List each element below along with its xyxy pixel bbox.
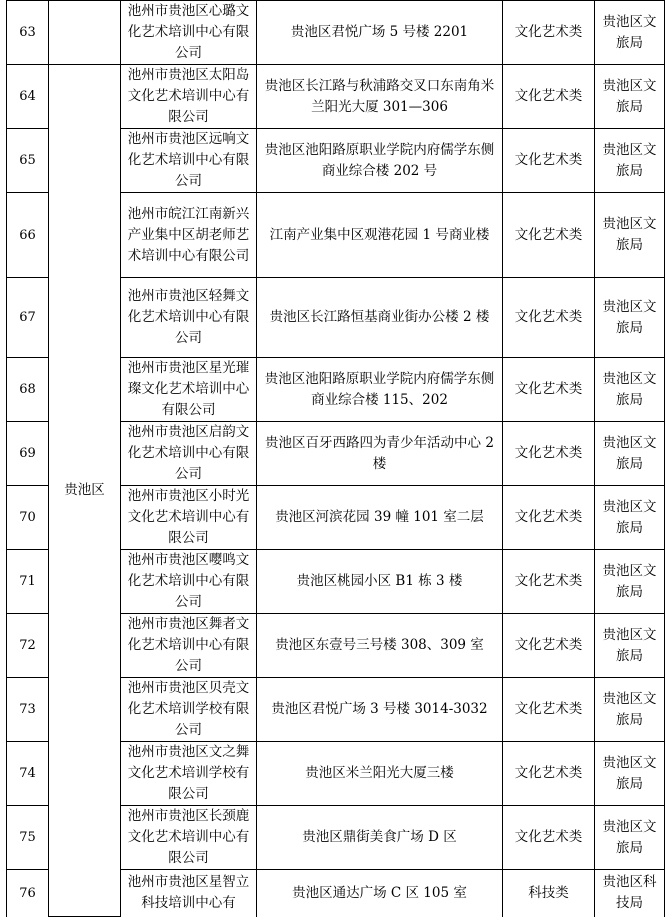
institution-name: 池州市贵池区星智立科技培训中心有 <box>121 870 257 917</box>
supervising-department: 贵池区文旅局 <box>595 129 665 193</box>
table-row <box>7 1 665 65</box>
institution-table <box>6 0 665 917</box>
institution-address: 贵池区东壹号三号楼 308、309 室 <box>257 614 503 678</box>
row-number: 69 <box>7 422 49 486</box>
supervising-department: 贵池区文旅局 <box>595 806 665 870</box>
institution-category: 文化艺术类 <box>503 278 595 358</box>
supervising-department: 贵池区文旅局 <box>595 678 665 742</box>
institution-address: 贵池区长江路恒基商业街办公楼 2 楼 <box>257 278 503 358</box>
institution-name: 池州市贵池区嘤鸣文化艺术培训中心有限公司 <box>121 550 257 614</box>
supervising-department: 贵池区文旅局 <box>595 422 665 486</box>
institution-category: 文化艺术类 <box>503 678 595 742</box>
row-number: 70 <box>7 486 49 550</box>
institution-category: 文化艺术类 <box>503 614 595 678</box>
institution-address: 贵池区鼎街美食广场 D 区 <box>257 806 503 870</box>
supervising-department: 贵池区文旅局 <box>595 614 665 678</box>
institution-name: 池州市皖江江南新兴产业集中区胡老师艺术培训中心有限公司 <box>121 193 257 278</box>
row-number: 76 <box>7 870 49 917</box>
institution-name: 池州市贵池区心璐文化艺术培训中心有限公司 <box>121 1 257 65</box>
institution-address: 贵池区河滨花园 39 幢 101 室二层 <box>257 486 503 550</box>
institution-name: 池州市贵池区贝壳文化艺术培训学校有限公司 <box>121 678 257 742</box>
institution-category: 文化艺术类 <box>503 422 595 486</box>
institution-category: 文化艺术类 <box>503 193 595 278</box>
supervising-department: 贵池区文旅局 <box>595 278 665 358</box>
institution-category: 文化艺术类 <box>503 742 595 806</box>
row-number: 71 <box>7 550 49 614</box>
row-number: 64 <box>7 65 49 129</box>
row-number: 68 <box>7 358 49 422</box>
institution-address: 贵池区百牙西路四为青少年活动中心 2 楼 <box>257 422 503 486</box>
supervising-department: 贵池区文旅局 <box>595 550 665 614</box>
table-row <box>7 65 665 129</box>
institution-category: 科技类 <box>503 870 595 917</box>
institution-category: 文化艺术类 <box>503 358 595 422</box>
row-number: 73 <box>7 678 49 742</box>
row-number: 67 <box>7 278 49 358</box>
institution-category: 文化艺术类 <box>503 129 595 193</box>
institution-address: 贵池区池阳路原职业学院内府儒学东侧商业综合楼 202 号 <box>257 129 503 193</box>
institution-address: 江南产业集中区观港花园 1 号商业楼 <box>257 193 503 278</box>
institution-address: 贵池区君悦广场 3 号楼 3014-3032 <box>257 678 503 742</box>
district-cell-empty <box>49 1 121 65</box>
row-number: 66 <box>7 193 49 278</box>
institution-name: 池州市贵池区远响文化艺术培训中心有限公司 <box>121 129 257 193</box>
institution-name: 池州市贵池区舞者文化艺术培训中心有限公司 <box>121 614 257 678</box>
institution-address: 贵池区池阳路原职业学院内府儒学东侧商业综合楼 115、202 <box>257 358 503 422</box>
supervising-department: 贵池区文旅局 <box>595 358 665 422</box>
supervising-department: 贵池区科技局 <box>595 870 665 917</box>
supervising-department: 贵池区文旅局 <box>595 486 665 550</box>
institution-category: 文化艺术类 <box>503 806 595 870</box>
supervising-department: 贵池区文旅局 <box>595 65 665 129</box>
row-number: 75 <box>7 806 49 870</box>
institution-name: 池州市贵池区太阳岛文化艺术培训中心有限公司 <box>121 65 257 129</box>
row-number: 72 <box>7 614 49 678</box>
institution-address: 贵池区长江路与秋浦路交叉口东南角米兰阳光大厦 301—306 <box>257 65 503 129</box>
institution-address: 贵池区桃园小区 B1 栋 3 楼 <box>257 550 503 614</box>
table-body <box>7 1 665 917</box>
supervising-department: 贵池区文旅局 <box>595 193 665 278</box>
institution-category: 文化艺术类 <box>503 550 595 614</box>
institution-name: 池州市贵池区长颈鹿文化艺术培训中心有限公司 <box>121 806 257 870</box>
district-cell: 贵池区 <box>49 65 121 917</box>
institution-address: 贵池区通达广场 C 区 105 室 <box>257 870 503 917</box>
institution-name: 池州市贵池区轻舞文化艺术培训中心有限公司 <box>121 278 257 358</box>
institution-name: 池州市贵池区启韵文化艺术培训中心有限公司 <box>121 422 257 486</box>
institution-address: 贵池区米兰阳光大厦三楼 <box>257 742 503 806</box>
institution-category: 文化艺术类 <box>503 65 595 129</box>
supervising-department: 贵池区文旅局 <box>595 1 665 65</box>
institution-name: 池州市贵池区文之舞文化艺术培训学校有限公司 <box>121 742 257 806</box>
row-number: 74 <box>7 742 49 806</box>
institution-category: 文化艺术类 <box>503 1 595 65</box>
row-number: 63 <box>7 1 49 65</box>
institution-name: 池州市贵池区小时光文化艺术培训中心有限公司 <box>121 486 257 550</box>
supervising-department: 贵池区文旅局 <box>595 742 665 806</box>
institution-address: 贵池区君悦广场 5 号楼 2201 <box>257 1 503 65</box>
row-number: 65 <box>7 129 49 193</box>
institution-name: 池州市贵池区星光璀璨文化艺术培训中心有限公司 <box>121 358 257 422</box>
institution-category: 文化艺术类 <box>503 486 595 550</box>
